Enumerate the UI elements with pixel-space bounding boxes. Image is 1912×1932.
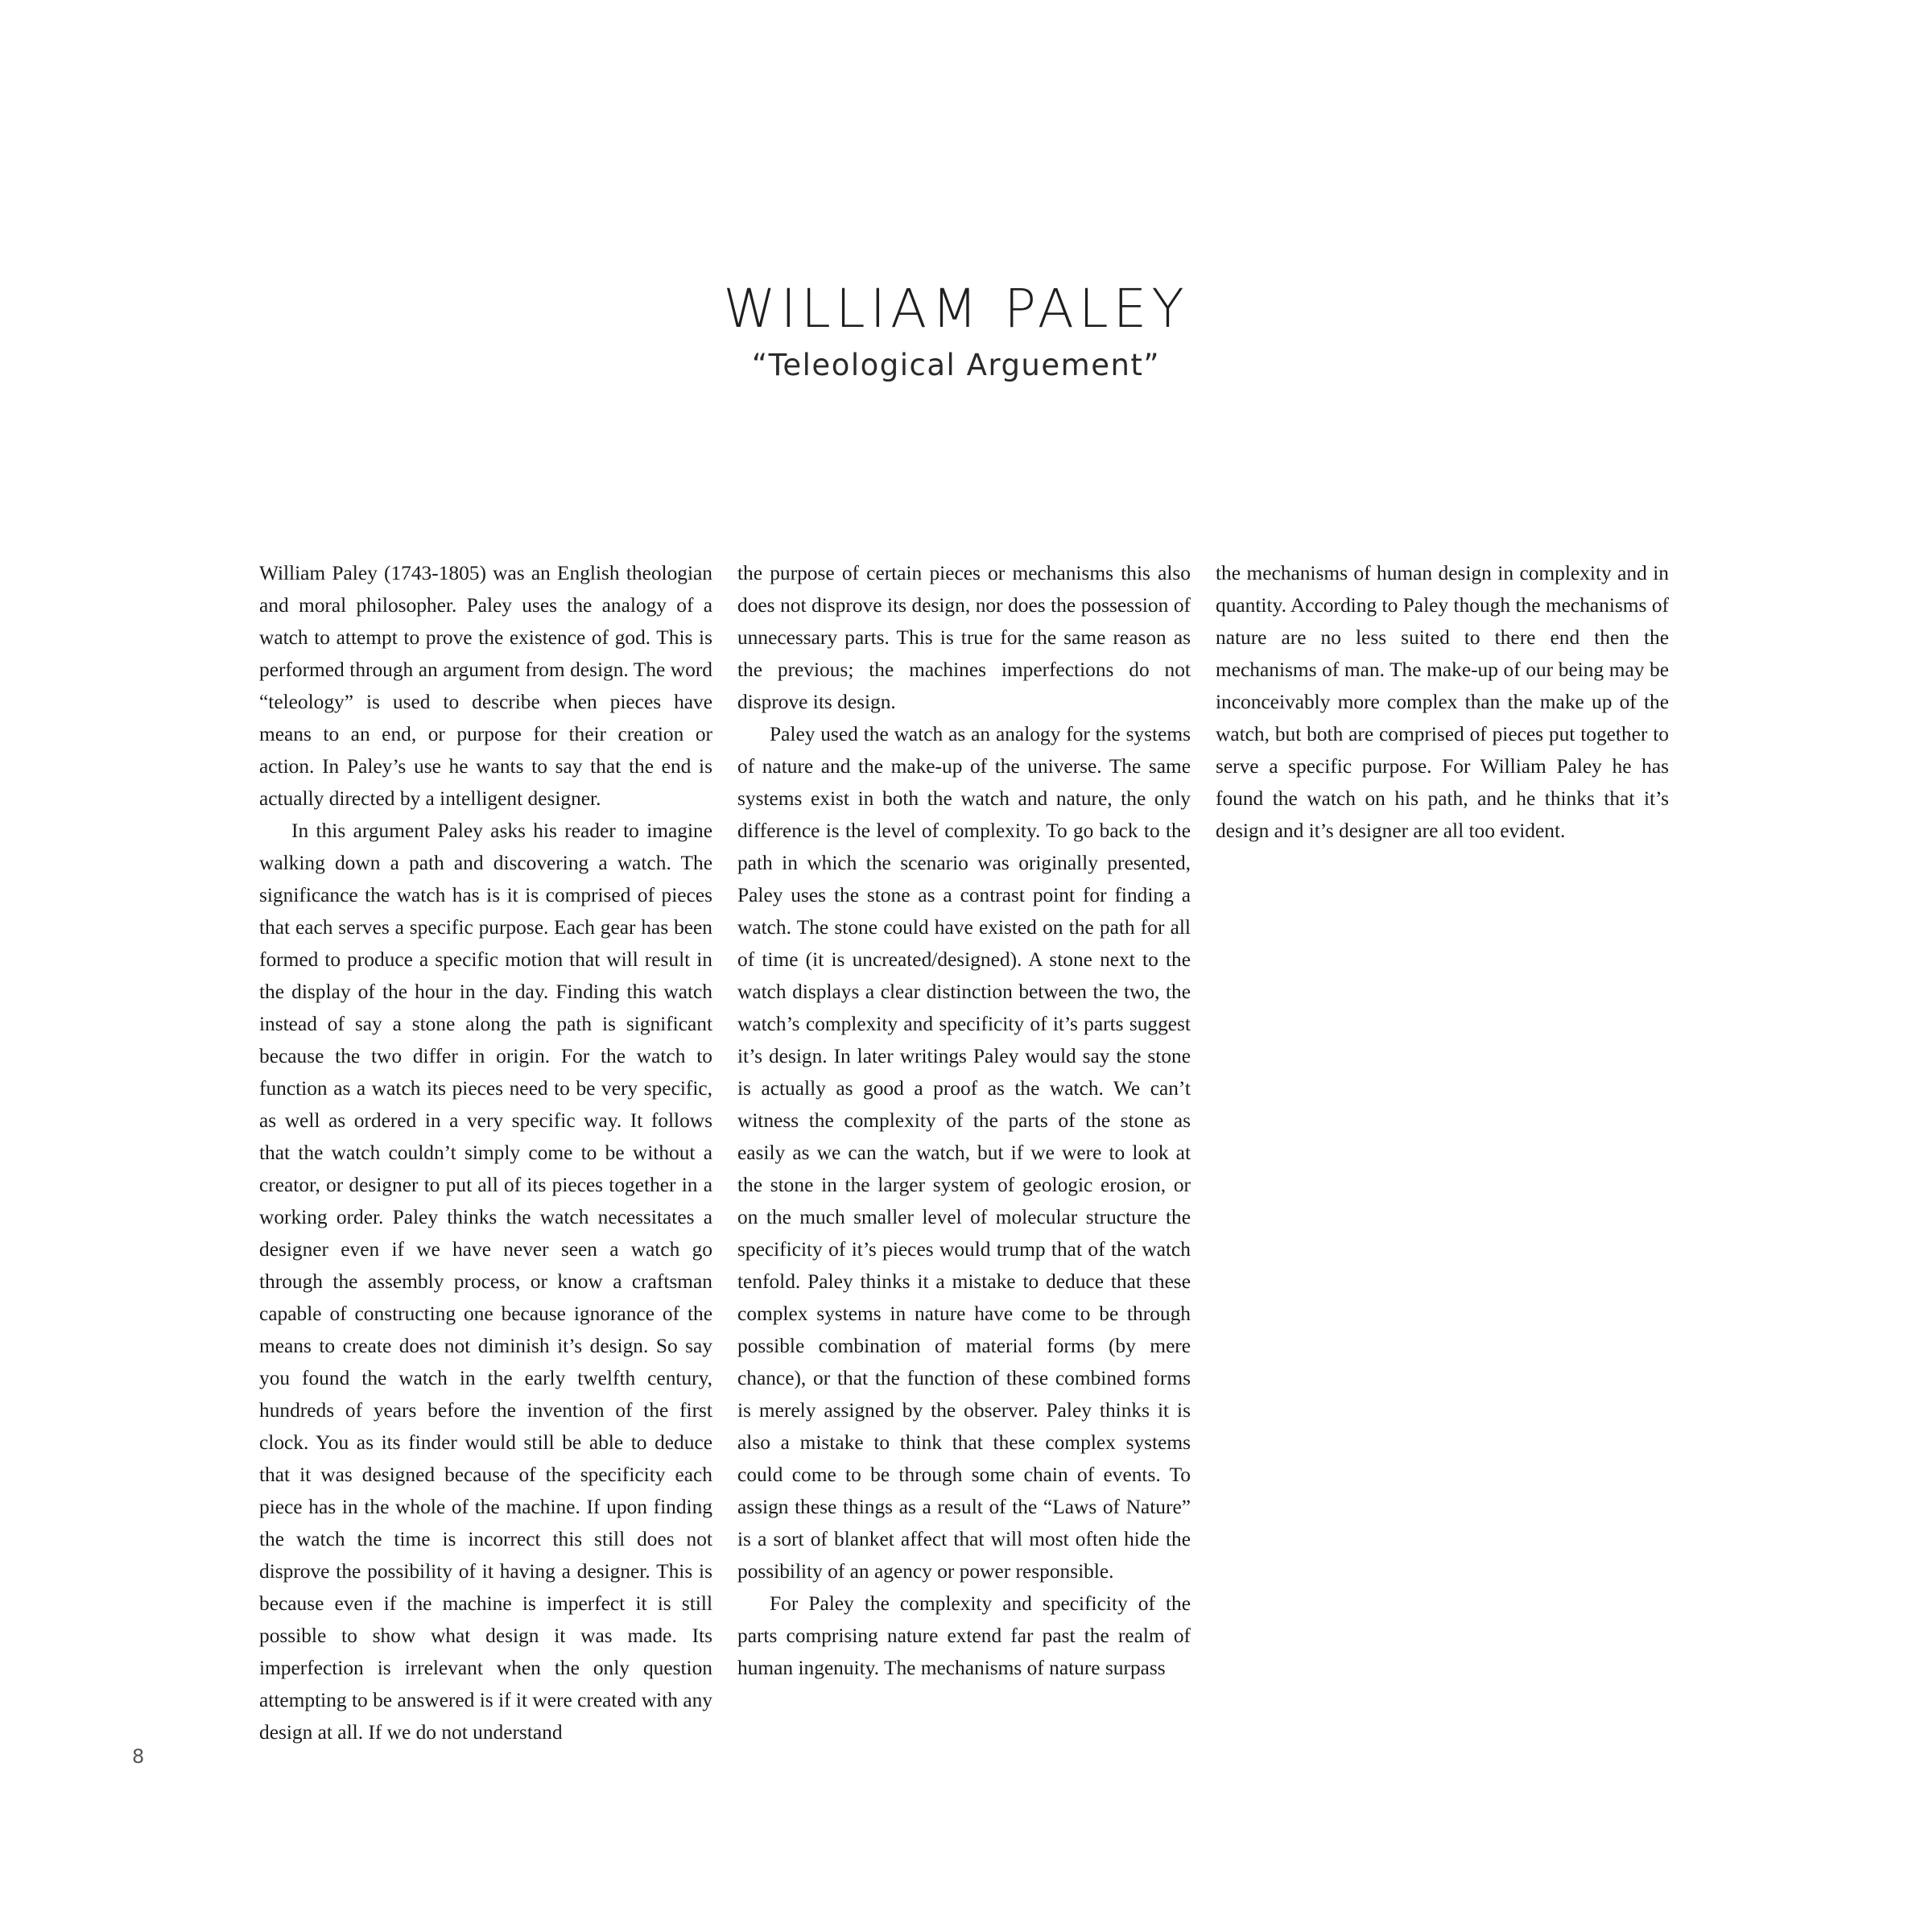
text-column-3 [1216,557,1669,847]
paragraph: the purpose of certain pieces or mechanisms this also does not disprove its design, nor does the possession of unnecessary parts. This is true for the same reason as the previous; the machines imperfections do not disprove its design. [737,562,1191,713]
paragraph: In this argument Paley asks his reader to imagine walking down a path and discovering a watch. The significance the watch has is it is comprised of pieces that each serves a specific purpose. Each gear has been formed to produce a specific motion that will result in the display of the hour in the day. Finding this watch instead of say a stone along the path is significant because the two differ in origin. For the watch to function as a watch its pieces need to be very specific, as well as ordered in a very specific way. It follows that the watch couldn’t simply come to be without a creator, or designer to put all of its pieces together in a working order. Paley thinks the watch necessitates a designer even if we have never seen a watch go through the assembly process, or know a craftsman capable of constructing one because ignorance of the means to create does not diminish it’s design. So say you found the watch in the early twelfth century, hundreds of years before the invention of the first clock. You as its finder would still be able to deduce that it was designed because of the specificity each piece has in the whole of the machine. If upon finding the watch the time is incorrect this still does not disprove the possibility of it having a designer. This is because even if the machine is imperfect it is still possible to show what design it was made. Its imperfection is irrelevant when the only question attempting to be answered is if it were created with any design at all. If we do not understand [259,819,712,1744]
page-number: 8 [132,1745,145,1768]
paragraph: the mechanisms of human design in complexity and in quantity. According to Paley though the mechanisms of nature are no less suited to there end then the mechanisms of man. The make-up of our being may be inconceivably more complex than the make up of the watch, but both are comprised of pieces put together to serve a specific purpose. For William Paley he has found the watch on his path, and he thinks that it’s design and it’s designer are all too evident. [1216,562,1669,842]
paragraph: Paley used the watch as an analogy for the systems of nature and the make-up of the universe. The same systems exist in both the watch and nature, the only difference is the level of complexity. To go back to the path in which the scenario was originally presented, Paley uses the stone as a contrast point for finding a watch. The stone could have existed on the path for all of time (it is uncreated/designed). A stone next to the watch displays a clear distinction between the two, the watch’s complexity and specificity of it’s parts suggest it’s design. In later writings Paley would say the stone is actually as good a proof as the watch. We can’t witness the complexity of the parts of the stone as easily as we can the watch, but if we were to look at the stone in the larger system of geologic erosion, or on the much smaller level of molecular structure the specificity of it’s pieces would trump that of the watch tenfold. Paley thinks it a mistake to deduce that these complex systems in nature have come to be through possible combination of material forms (by mere chance), or that the function of these combined forms is merely assigned by the observer. Paley thinks it is also a mistake to think that these complex systems could come to be through some chain of events. To assign these things as a result of the “Laws of Nature” is a sort of blanket affect that will most often hide the possibility of an agency or power responsible. [737,723,1191,1583]
paragraph: For Paley the complexity and specificity of the parts comprising nature extend far past the realm of human ingenuity. The mechanisms of nature surpass [737,1592,1191,1679]
page-subtitle: “Teleological Arguement” [751,348,1161,382]
text-column-2 [737,557,1191,1684]
paragraph: William Paley (1743-1805) was an English theologian and moral philosopher. Paley uses the analogy of a watch to attempt to prove the existence of god. This is performed through an argument from design. The word “teleology” is used to describe when pieces have means to an end, or purpose for their creation or action. In Paley’s use he wants to say that the end is actually directed by a intelligent designer. [259,562,712,810]
page-title: WILLIAM PALEY [723,278,1189,340]
text-column-1 [259,557,712,1748]
